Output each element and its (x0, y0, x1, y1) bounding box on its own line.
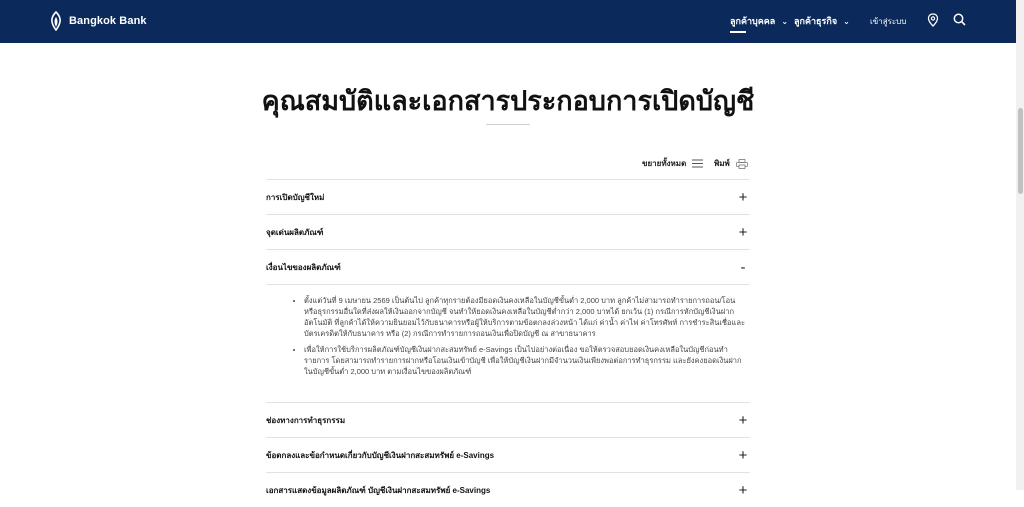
accordion-label: จุดเด่นผลิตภัณฑ์ (266, 227, 324, 237)
accordion-header[interactable] (266, 215, 750, 249)
print-label: พิมพ์ (714, 159, 730, 168)
accordion-header[interactable] (266, 473, 750, 507)
chevron-down-icon: ⌄ (781, 16, 789, 26)
accordion-header[interactable] (266, 403, 750, 437)
print-button[interactable] (714, 157, 748, 170)
accordion-item-open-account[interactable] (266, 179, 750, 214)
accordion-header[interactable] (266, 180, 750, 214)
accordion-item-terms[interactable] (266, 437, 750, 472)
accordion-label: เอกสารแสดงข้อมูลผลิตภัณฑ์ บัญชีเงินฝากสะสมทรัพย์ e-Savings (266, 485, 491, 495)
scrollbar-thumb[interactable] (1018, 108, 1023, 194)
accordion-label: ข้อตกลงและข้อกำหนดเกี่ยวกับบัญชีเงินฝากสะสมทรัพย์ e-Savings (266, 450, 495, 460)
list-item: • ตั้งแต่วันที่ 9 เมษายน 2569 เป็นต้นไป ลูกค้าทุกรายต้องมียอดเงินคงเหลือในบัญชีขั้นต่ำ 2,000 บาท ลูกค้าไม่สามารถทำรายการถอน/โอน หรือธุรกรรมอื่นใดที่ส่งผลให้เงินออกจากบัญชี จนทำให้ยอดเงินคงเหลือในบัญชีต่ำกว่า 2,000 บาทได้ ยกเว้น (1) กรณีการหักบัญชีเงินฝากอัตโนมัติ ที่ลูกค้าได้ให้ความยินยอมไว้กับธนาคารหรือผู้ให้บริการตามข้อตกลงล่วงหน้า ได้แก่ ค่าน้ำ ค่าไฟ ค่าโทรศัพท์ การชำระสินเชื่อและบัตรเครดิตให้กับธนาคาร หรือ (2) กรณีการทำรายการถอนเงินเพื่อปิดบัญชี ณ สาขาธนาคาร (304, 295, 750, 339)
plus-icon: + (738, 223, 748, 241)
accordion-label: การเปิดบัญชีใหม่ (266, 192, 325, 202)
accordion-item-highlights[interactable] (266, 214, 750, 249)
active-nav-underline (730, 31, 746, 33)
list-icon (692, 159, 703, 168)
accordion-header[interactable] (266, 250, 750, 284)
list-item: • เพื่อให้การใช้บริการผลิตภัณฑ์บัญชีเงินฝากสะสมทรัพย์ e-Savings เป็นไปอย่างต่อเนื่อง ขอให้ตรวจสอบยอดเงินคงเหลือในบัญชีก่อนทำรายการ โดยสามารถทำรายการฝากหรือโอนเงินเข้าบัญชี เพื่อให้บัญชีเงินฝากมีจำนวนเงินเพียงพอต่อการทำธุรกรรม และยังคงยอดเงินฝากในบัญชีขั้นต่ำ 2,000 บาท ตามเงื่อนไขของผลิตภัณฑ์ (304, 344, 750, 377)
chevron-down-icon: ⌄ (843, 16, 850, 26)
login-link[interactable]: เข้าสู่ระบบ (870, 17, 907, 26)
plus-icon: + (738, 446, 748, 464)
plus-icon: + (738, 411, 748, 429)
plus-icon: + (738, 188, 748, 206)
nav-business-customers[interactable] (794, 14, 850, 28)
nav-personal-customers[interactable] (730, 14, 788, 28)
minus-icon: - (740, 258, 746, 276)
plus-icon: + (738, 481, 748, 499)
page-scrollbar[interactable] (1016, 0, 1024, 490)
expand-all-label: ขยายทั้งหมด (642, 159, 687, 168)
accordion-label: เงื่อนไขของผลิตภัณฑ์ (266, 262, 341, 272)
nav-personal-label: ลูกค้าบุคคล (730, 16, 776, 26)
location-pin-icon[interactable] (927, 13, 939, 27)
accordion-body (266, 284, 750, 402)
expand-all-button[interactable] (642, 157, 703, 170)
logo-text: Bangkok Bank (69, 15, 147, 27)
top-navbar (0, 0, 1016, 43)
accordion-header[interactable] (266, 438, 750, 472)
search-icon[interactable] (953, 13, 966, 26)
accordion-label: ช่องทางการทำธุรกรรม (266, 415, 346, 425)
accordion (266, 179, 750, 507)
conditions-list (290, 295, 750, 377)
accordion-item-conditions[interactable] (266, 249, 750, 402)
title-divider (486, 124, 530, 125)
nav-business-label: ลูกค้าธุรกิจ (794, 16, 838, 26)
page-title: คุณสมบัติและเอกสารประกอบการเปิดบัญชี (261, 86, 755, 116)
accordion-item-channels[interactable] (266, 402, 750, 437)
bangkok-bank-logo[interactable] (48, 11, 147, 31)
lotus-logo-icon (48, 11, 64, 31)
printer-icon (736, 159, 748, 169)
